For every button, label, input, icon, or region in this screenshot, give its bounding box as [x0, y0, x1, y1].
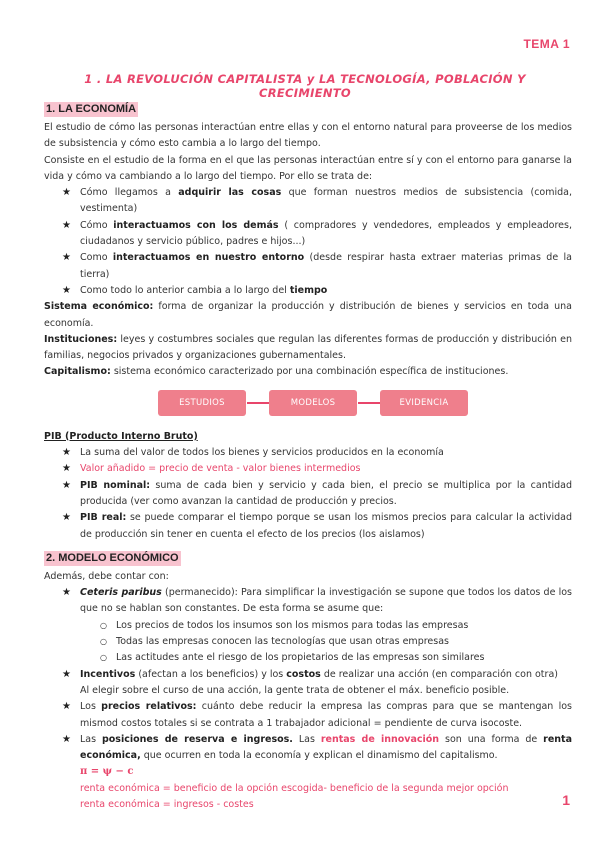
modelo-list: [44, 585, 572, 813]
page-number: 1: [562, 792, 570, 808]
content: [44, 100, 572, 813]
list-item: ★ PIB nominal: suma de cada bien y servicio y cada bien, el precio se multiplica por la cantidad producida (ver como avanzan la cantidad de producción y precios.: [80, 478, 572, 511]
list-item: ★ Las posiciones de reserva e ingresos. Las rentas de innovación son una forma de renta económica, que ocurren en toda la economía y explican el dinamismo del capitalismo. π = ψ − c renta económica = beneficio de la opción escogida- beneficio de la segunda mejor opción renta económica = ingresos - costes: [80, 732, 572, 813]
flow-box-estudios: ESTUDIOS: [158, 390, 246, 416]
paragraph-intro-2: Consiste en el estudio de la forma en el que las personas interactúan entre sí y con el entorno para ganarse la vida y cómo va cambiando a lo largo del tiempo. Por ello se trata de:: [44, 154, 572, 182]
paragraph-modelo-intro: Además, debe contar con:: [44, 570, 169, 582]
list-item: ★ La suma del valor de todos los bienes y servicios producidos en la economía: [80, 445, 572, 461]
list-item: ★ Cómo interactuamos con los demás ( compradores y vendedores, empleados y empleadores, ciudadanos y servicio público, padres e hijos...): [80, 218, 572, 251]
list-item: ★ Los precios relativos: cuánto debe reducir la empresa las compras para que se mantengan los mismod costos totales si se contrata a 1 trabajador adicional = pendiente de curva isocoste.: [80, 699, 572, 732]
pib-list: [44, 445, 572, 543]
definition-instituciones: Instituciones: leyes y costumbres sociales que regulan las diferentes formas de producción y distribución en familias, negocios privados y organizaciones gubernamentales.: [44, 333, 572, 362]
paragraph-intro-1: El estudio de cómo las personas interactúan entre ellas y con el entorno natural para proveerse de los medios de subsistencia y cómo esto cambia a lo largo del tiempo.: [44, 122, 572, 150]
definition-sistema: Sistema económico: forma de organizar la producción y distribución de bienes y servicios en toda una economía.: [44, 301, 572, 329]
sub-list-item: ○ Todas las empresas conocen las tecnologías que usan otras empresas: [116, 634, 572, 650]
economia-list: [44, 185, 572, 299]
formula-line-1: renta económica = beneficio de la opción escogida- beneficio de la segunda mejor opción: [80, 782, 509, 794]
list-item: ★ Como todo lo anterior cambia a lo largo del tiempo: [80, 283, 572, 299]
sub-list-item: ○ Los precios de todos los insumos son los mismos para todas las empresas: [116, 618, 572, 634]
flow-box-evidencia: EVIDENCIA: [380, 390, 468, 416]
flow-diagram: [44, 385, 572, 425]
section-header-economia: 1. LA ECONOMÍA: [46, 103, 137, 115]
list-item: ★ Valor añadido = precio de venta - valor bienes intermedios: [80, 461, 572, 477]
ceteris-sublist: [80, 618, 572, 667]
sub-list-item: ○ Las actitudes ante el riesgo de los propietarios de las empresas son similares: [116, 650, 572, 666]
section-header-modelo: 2. MODELO ECONÓMICO: [46, 551, 179, 564]
list-item: ★ Incentivos (afectan a los beneficios) y los costos de realizar una acción (en comparación con otra) Al elegir sobre el curso de una acción, la gente trata de obtener el máx. beneficio posible.: [80, 667, 572, 700]
formula-line-2: renta económica = ingresos - costes: [80, 798, 254, 810]
list-item: ★ PIB real: se puede comparar el tiempo porque se usan los mismos precios para calcular la actividad de producción sin tener en cuenta el efecto de los precios (los aislamos): [80, 510, 572, 543]
main-title: 1 . LA REVOLUCIÓN CAPITALISTA y LA TECNOLOGÍA, POBLACIÓN Y CRECIMIENTO: [84, 72, 526, 100]
topic-label: TEMA 1: [523, 37, 570, 51]
definition-capitalismo: Capitalismo: sistema económico caracterizado por una combinación específica de instituciones.: [44, 366, 509, 378]
list-item: ★ Cómo llegamos a adquirir las cosas que forman nuestros medios de subsistencia (comida, vestimenta): [80, 185, 572, 218]
flow-box-modelos: MODELOS: [269, 390, 357, 416]
list-item: ★ Ceteris paribus (permanecido): Para simplificar la investigación se supone que todos los datos de los que no se hablan son constantes. De esta forma se asume que: ○ Los precios de todos los insumos son los mismos para todas las empresas ○ Todas las empresas conocen las tecnologías que usan otras empresas ○ Las actitudes ante el riesgo de los propietarios de las empresas son similares: [80, 585, 572, 666]
list-item: ★ Como interactuamos en nuestro entorno (desde respirar hasta extraer materias primas de la tierra): [80, 250, 572, 283]
pib-header: PIB (Producto Interno Bruto): [44, 430, 198, 442]
formula: π = ψ − c: [80, 766, 134, 778]
